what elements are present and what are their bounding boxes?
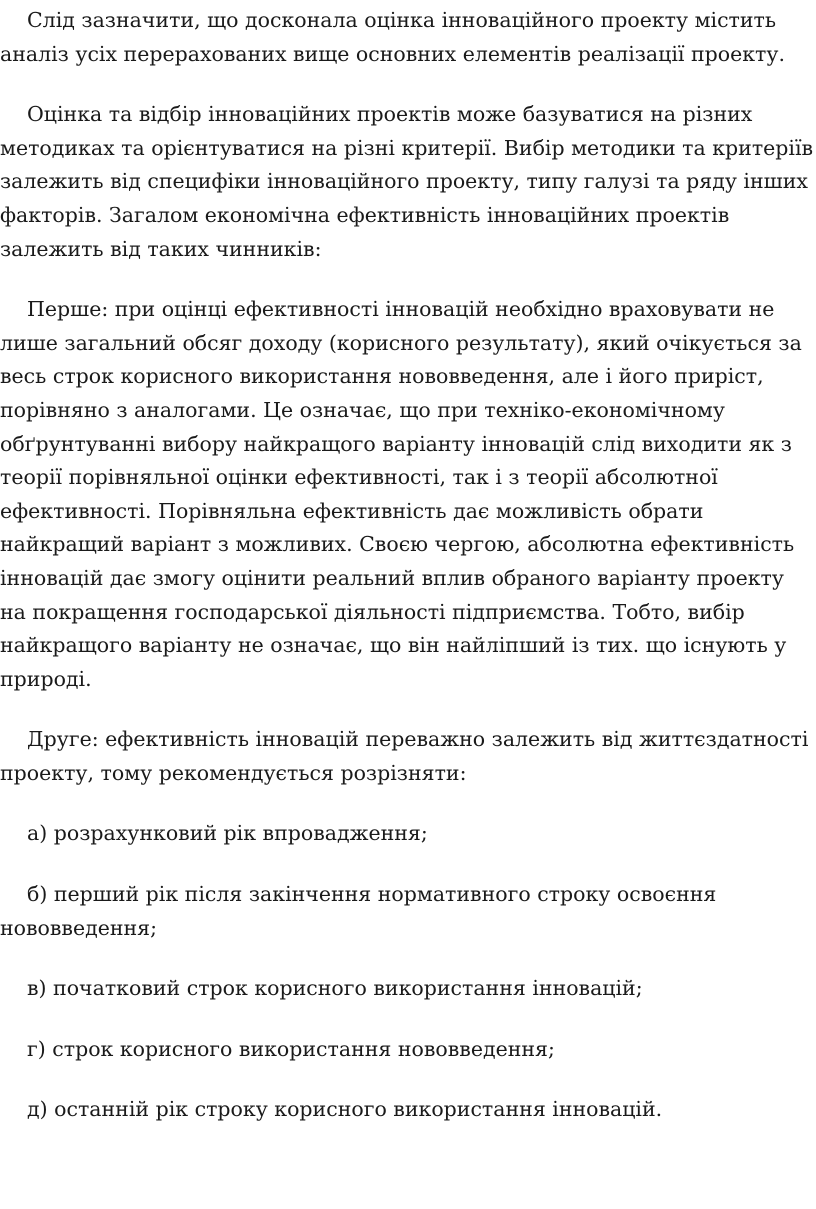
paragraph-evaluation: Оцінка та відбір інноваційних проектів може базуватися на різних методиках та орієнтуватися на різні критерії. Вибір методики та критеріїв залежить від специфіки інноваційного проекту, типу галузі та ряду інших факторів. Загалом економічна ефективність інноваційних проектів залежить від таких чинників: [0, 102, 814, 261]
paragraph-first-factor: Перше: при оцінці ефективності інновацій необхідно враховувати не лише загальний обсяг доходу (корисного результату), який очікується за весь строк корисного використання нововведення, але і його приріст, порівняно з аналогами. Це означає, що при техніко-економічному обґрунтуванні вибору найкращого варіанту інновацій слід виходити як з теорії порівняльної оцінки ефективності, так і з теорії абсолютної ефективності. Порівняльна ефективність дає можливість обрати найкращий варіант з можливих. Своєю чергою, абсолютна ефективність інновацій дає змогу оцінити реальний вплив обраного варіанту проекту на покращення господарської діяльності підприємства. Тобто, вибір найкращого варіанту не означає, що він найліпший із тих. що існують у природі. [0, 297, 802, 691]
list-item: а) розрахунковий рік впровадження; [27, 821, 428, 846]
paragraph-intro: Слід зазначити, що досконала оцінка інноваційного проекту містить аналіз усіх перерахованих вище основних елементів реалізації проекту. [0, 8, 785, 66]
list-item: б) перший рік після закінчення нормативного строку освоєння нововведення; [0, 882, 717, 940]
list-item: д) останній рік строку корисного використання інновацій. [27, 1097, 663, 1122]
list-item: г) строк корисного використання нововведення; [27, 1036, 555, 1061]
paragraph-second-factor: Друге: ефективність інновацій переважно залежить від життєздатності проекту, тому рекомендується розрізняти: [0, 727, 809, 785]
list-item: в) початковий строк корисного використання інновацій; [27, 976, 643, 1001]
